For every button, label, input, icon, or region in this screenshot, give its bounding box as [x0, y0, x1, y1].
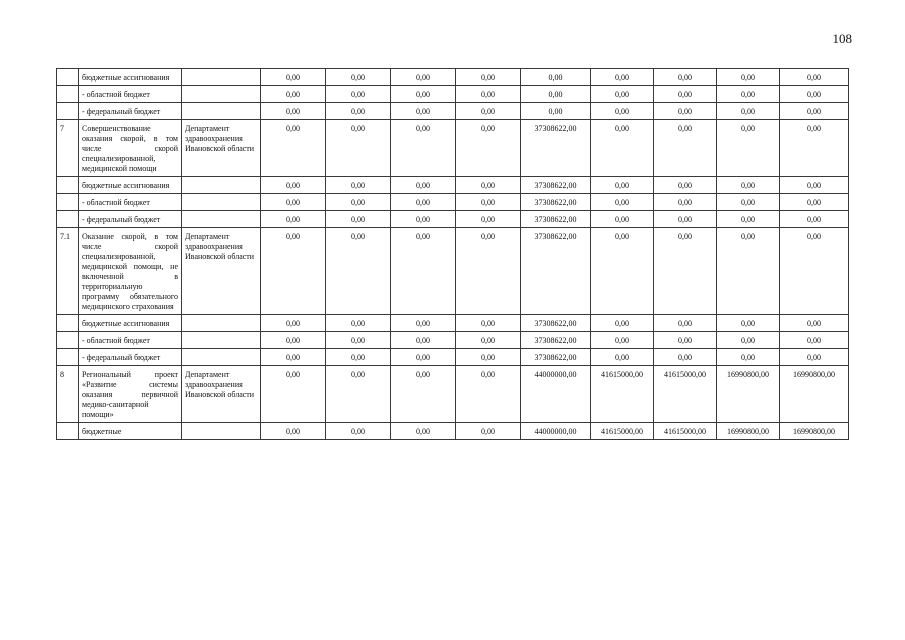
row-value: 0,00 — [717, 332, 780, 349]
row-executor — [182, 103, 261, 120]
row-executor — [182, 194, 261, 211]
row-value: 41615000,00 — [654, 366, 717, 423]
row-value: 0,00 — [326, 86, 391, 103]
row-value: 0,00 — [261, 315, 326, 332]
row-executor — [182, 332, 261, 349]
row-value: 0,00 — [591, 69, 654, 86]
row-value: 16990800,00 — [780, 423, 849, 440]
row-value: 0,00 — [654, 120, 717, 177]
row-value: 0,00 — [456, 194, 521, 211]
row-value: 44000000,00 — [521, 366, 591, 423]
row-executor: Департамент здравоохранения Ивановской области — [182, 120, 261, 177]
row-value: 0,00 — [591, 211, 654, 228]
row-executor — [182, 86, 261, 103]
row-value: 0,00 — [717, 349, 780, 366]
row-name: бюджетные ассигнования — [79, 315, 182, 332]
row-value: 0,00 — [391, 332, 456, 349]
row-index — [57, 315, 79, 332]
row-name: - федеральный бюджет — [79, 103, 182, 120]
row-value: 0,00 — [591, 103, 654, 120]
row-value: 0,00 — [261, 228, 326, 315]
row-value: 16990800,00 — [780, 366, 849, 423]
row-index: 8 — [57, 366, 79, 423]
row-value: 0,00 — [780, 86, 849, 103]
row-value: 0,00 — [780, 69, 849, 86]
row-index — [57, 423, 79, 440]
row-value: 0,00 — [261, 103, 326, 120]
table-row — [57, 194, 849, 211]
row-index — [57, 349, 79, 366]
row-value: 0,00 — [654, 103, 717, 120]
table-row — [57, 120, 849, 177]
row-index: 7 — [57, 120, 79, 177]
row-index — [57, 103, 79, 120]
row-value: 0,00 — [780, 103, 849, 120]
table-row — [57, 423, 849, 440]
row-value: 0,00 — [456, 86, 521, 103]
row-name: - областной бюджет — [79, 194, 182, 211]
table-row — [57, 103, 849, 120]
row-value: 0,00 — [654, 194, 717, 211]
row-value: 0,00 — [654, 228, 717, 315]
row-value: 0,00 — [780, 315, 849, 332]
row-value: 0,00 — [456, 315, 521, 332]
row-value: 0,00 — [456, 332, 521, 349]
row-value: 0,00 — [456, 120, 521, 177]
row-value: 0,00 — [326, 315, 391, 332]
page-number: 108 — [832, 31, 852, 46]
row-name: Региональный проект «Развитие системы оказания первичной медико-санитарной помощи» — [79, 366, 182, 423]
row-value: 0,00 — [591, 332, 654, 349]
row-value: 0,00 — [456, 366, 521, 423]
row-value: 41615000,00 — [654, 423, 717, 440]
row-value: 0,00 — [521, 86, 591, 103]
row-name: - областной бюджет — [79, 332, 182, 349]
row-name: Оказание скорой, в том числе скорой специализированной, медицинской помощи, не включенной в территориальную программу обязательного медицинского страхования — [79, 228, 182, 315]
row-value: 0,00 — [654, 211, 717, 228]
row-value: 37308622,00 — [521, 349, 591, 366]
row-value: 0,00 — [717, 86, 780, 103]
table-row — [57, 69, 849, 86]
row-value: 0,00 — [456, 228, 521, 315]
row-value: 0,00 — [654, 177, 717, 194]
row-value: 0,00 — [261, 332, 326, 349]
row-value: 0,00 — [591, 349, 654, 366]
row-name: - федеральный бюджет — [79, 349, 182, 366]
row-value: 0,00 — [391, 366, 456, 423]
row-value: 0,00 — [456, 69, 521, 86]
row-value: 0,00 — [780, 332, 849, 349]
row-index — [57, 332, 79, 349]
row-executor — [182, 211, 261, 228]
table-row — [57, 177, 849, 194]
row-value: 37308622,00 — [521, 120, 591, 177]
row-value: 0,00 — [717, 69, 780, 86]
row-value: 0,00 — [326, 103, 391, 120]
row-value: 0,00 — [391, 103, 456, 120]
table-row — [57, 315, 849, 332]
table-row — [57, 211, 849, 228]
row-index: 7.1 — [57, 228, 79, 315]
table-row — [57, 366, 849, 423]
row-value: 0,00 — [326, 194, 391, 211]
row-executor — [182, 69, 261, 86]
row-value: 0,00 — [261, 423, 326, 440]
row-value: 0,00 — [326, 332, 391, 349]
row-value: 0,00 — [261, 86, 326, 103]
row-value: 0,00 — [521, 103, 591, 120]
row-value: 0,00 — [326, 177, 391, 194]
row-value: 37308622,00 — [521, 332, 591, 349]
row-value: 0,00 — [261, 69, 326, 86]
row-value: 0,00 — [591, 120, 654, 177]
row-value: 0,00 — [456, 423, 521, 440]
row-value: 0,00 — [391, 349, 456, 366]
row-value: 0,00 — [391, 120, 456, 177]
row-value: 0,00 — [326, 211, 391, 228]
row-value: 0,00 — [456, 103, 521, 120]
row-value: 0,00 — [717, 120, 780, 177]
row-value: 0,00 — [456, 211, 521, 228]
row-value: 0,00 — [391, 315, 456, 332]
row-value: 0,00 — [654, 86, 717, 103]
row-index — [57, 177, 79, 194]
row-value: 0,00 — [326, 349, 391, 366]
row-executor — [182, 177, 261, 194]
row-value: 0,00 — [591, 194, 654, 211]
row-value: 0,00 — [780, 177, 849, 194]
row-value: 0,00 — [326, 120, 391, 177]
row-value: 0,00 — [326, 69, 391, 86]
row-name: бюджетные — [79, 423, 182, 440]
row-value: 0,00 — [521, 69, 591, 86]
row-value: 0,00 — [391, 211, 456, 228]
row-value: 0,00 — [326, 228, 391, 315]
row-value: 0,00 — [654, 315, 717, 332]
row-value: 0,00 — [780, 349, 849, 366]
row-value: 37308622,00 — [521, 177, 591, 194]
table-body — [57, 69, 849, 440]
table-row — [57, 228, 849, 315]
row-value: 0,00 — [654, 332, 717, 349]
row-value: 0,00 — [391, 69, 456, 86]
row-value: 0,00 — [654, 349, 717, 366]
row-value: 0,00 — [261, 120, 326, 177]
row-value: 0,00 — [717, 228, 780, 315]
row-value: 0,00 — [591, 228, 654, 315]
row-name: бюджетные ассигнования — [79, 69, 182, 86]
row-value: 0,00 — [591, 177, 654, 194]
row-value: 0,00 — [326, 423, 391, 440]
row-value: 41615000,00 — [591, 366, 654, 423]
row-value: 0,00 — [456, 349, 521, 366]
row-value: 0,00 — [591, 86, 654, 103]
row-value: 0,00 — [780, 228, 849, 315]
row-value: 0,00 — [261, 177, 326, 194]
row-name: - областной бюджет — [79, 86, 182, 103]
row-value: 0,00 — [391, 194, 456, 211]
row-value: 0,00 — [391, 423, 456, 440]
row-value: 16990800,00 — [717, 423, 780, 440]
table-row — [57, 86, 849, 103]
row-name: бюджетные ассигнования — [79, 177, 182, 194]
row-executor — [182, 315, 261, 332]
row-executor: Департамент здравоохранения Ивановской области — [182, 228, 261, 315]
row-value: 0,00 — [261, 366, 326, 423]
table-row — [57, 332, 849, 349]
row-index — [57, 211, 79, 228]
row-index — [57, 69, 79, 86]
row-name: - федеральный бюджет — [79, 211, 182, 228]
row-value: 16990800,00 — [717, 366, 780, 423]
row-index — [57, 86, 79, 103]
row-value: 0,00 — [261, 211, 326, 228]
budget-table — [56, 68, 849, 440]
row-value: 0,00 — [391, 86, 456, 103]
row-value: 37308622,00 — [521, 194, 591, 211]
row-value: 0,00 — [456, 177, 521, 194]
row-value: 41615000,00 — [591, 423, 654, 440]
row-value: 0,00 — [391, 228, 456, 315]
table-row — [57, 349, 849, 366]
row-executor — [182, 423, 261, 440]
row-value: 0,00 — [717, 194, 780, 211]
row-index — [57, 194, 79, 211]
row-value: 0,00 — [261, 349, 326, 366]
row-executor: Департамент здравоохранения Ивановской области — [182, 366, 261, 423]
row-value: 0,00 — [326, 366, 391, 423]
row-value: 37308622,00 — [521, 211, 591, 228]
row-value: 0,00 — [780, 120, 849, 177]
row-value: 0,00 — [780, 194, 849, 211]
row-value: 37308622,00 — [521, 315, 591, 332]
row-name: Совершенствование оказания скорой, в том числе скорой специализированной, медицинской помощи — [79, 120, 182, 177]
row-value: 0,00 — [717, 315, 780, 332]
row-value: 0,00 — [261, 194, 326, 211]
row-value: 0,00 — [391, 177, 456, 194]
row-value: 0,00 — [717, 177, 780, 194]
row-value: 0,00 — [780, 211, 849, 228]
row-value: 0,00 — [717, 103, 780, 120]
row-value: 44000000,00 — [521, 423, 591, 440]
row-value: 0,00 — [717, 211, 780, 228]
row-value: 0,00 — [591, 315, 654, 332]
row-executor — [182, 349, 261, 366]
row-value: 0,00 — [654, 69, 717, 86]
row-value: 37308622,00 — [521, 228, 591, 315]
